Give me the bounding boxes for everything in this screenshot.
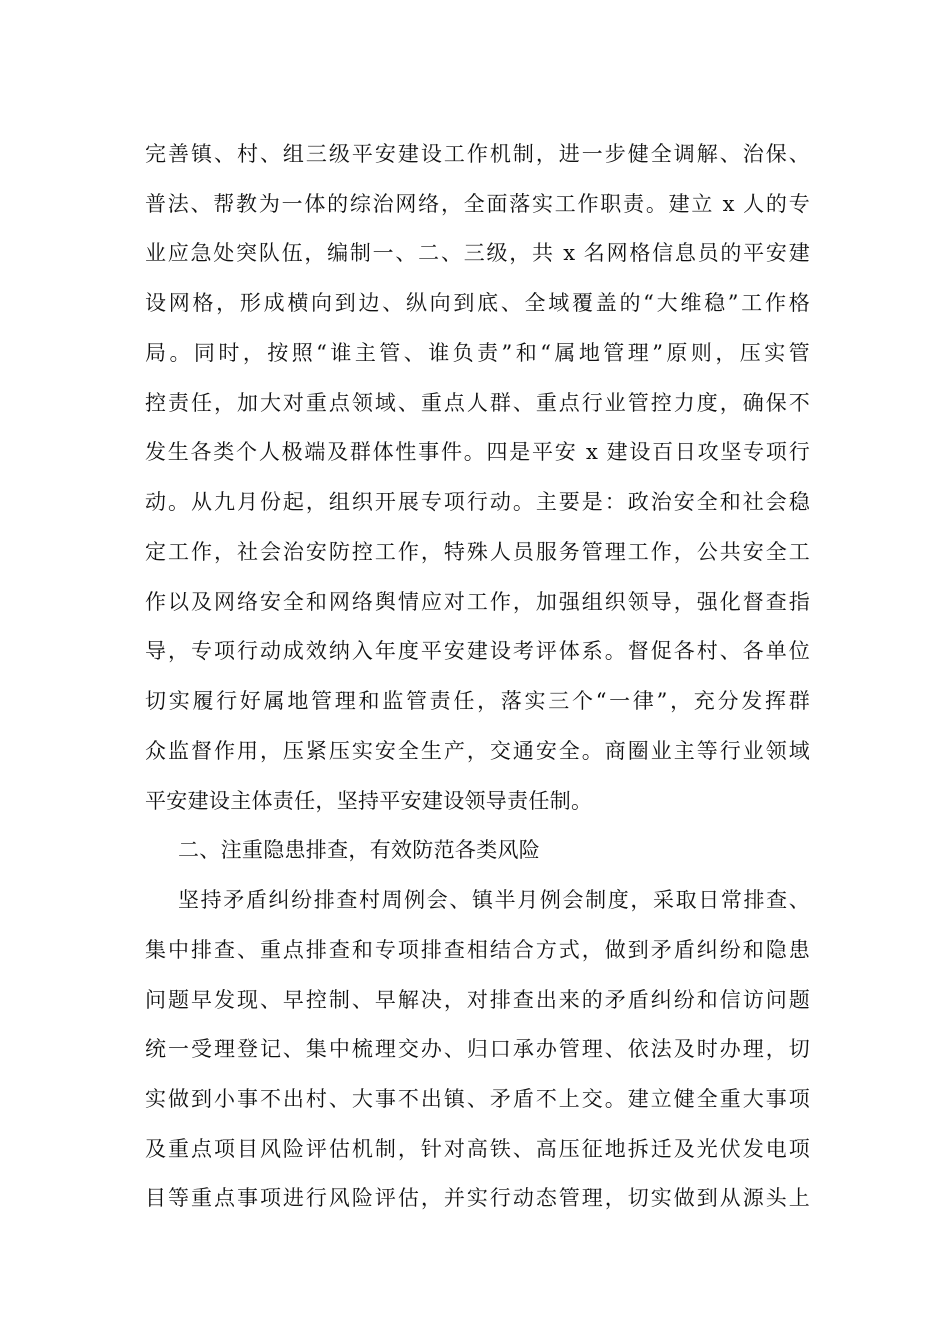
paragraph-line: 统一受理登记、集中梳理交办、归口承办管理、依法及时办理，切 (145, 1037, 810, 1061)
paragraph-line: 平安建设主体责任，坚持平安建设领导责任制。 (145, 789, 593, 813)
paragraph-line: 问题早发现、早控制、早解决，对排查出来的矛盾纠纷和信访问题 (145, 988, 810, 1012)
section-heading: 二、注重隐患排查，有效防范各类风险 (178, 838, 541, 862)
paragraph-line: 作以及网络安全和网络舆情应对工作，加强组织领导，强化督查指 (145, 590, 810, 614)
paragraph-line: 定工作，社会治安防控工作，特殊人员服务管理工作，公共安全工 (145, 540, 810, 564)
paragraph-line: 众监督作用，压紧压实安全生产，交通安全。商圈业主等行业领域 (145, 739, 810, 763)
paragraph-line: 动。从九月份起，组织开展专项行动。主要是：政治安全和社会稳 (145, 490, 810, 514)
paragraph-line: 目等重点事项进行风险评估，并实行动态管理，切实做到从源头上 (145, 1186, 810, 1210)
paragraph-line: 控责任，加大对重点领域、重点人群、重点行业管控力度，确保不 (145, 391, 810, 415)
paragraph-line: 普法、帮教为一体的综治网络，全面落实工作职责。建立 x 人的专 (145, 192, 810, 216)
paragraph-line: 集中排查、重点排查和专项排查相结合方式，做到矛盾纠纷和隐患 (145, 938, 810, 962)
paragraph-line: 实做到小事不出村、大事不出镇、矛盾不上交。建立健全重大事项 (145, 1087, 810, 1111)
paragraph-line: 设网格，形成横向到边、纵向到底、全域覆盖的“大维稳”工作格 (145, 291, 810, 315)
paragraph-line: 发生各类个人极端及群体性事件。四是平安 x 建设百日攻坚专项行 (145, 440, 810, 464)
paragraph-line: 及重点项目风险评估机制，针对高铁、高压征地拆迁及光伏发电项 (145, 1137, 810, 1161)
paragraph-line: 切实履行好属地管理和监管责任，落实三个“一律”，充分发挥群 (145, 689, 810, 713)
paragraph-line: 局。同时，按照“谁主管、谁负责”和“属地管理”原则，压实管 (145, 341, 810, 365)
paragraph-line: 完善镇、村、组三级平安建设工作机制，进一步健全调解、治保、 (145, 142, 810, 166)
paragraph-line: 业应急处突队伍，编制一、二、三级，共 x 名网格信息员的平安建 (145, 241, 810, 265)
paragraph-line: 坚持矛盾纠纷排查村周例会、镇半月例会制度，采取日常排查、 (178, 888, 810, 912)
paragraph-line: 导，专项行动成效纳入年度平安建设考评体系。督促各村、各单位 (145, 639, 810, 663)
